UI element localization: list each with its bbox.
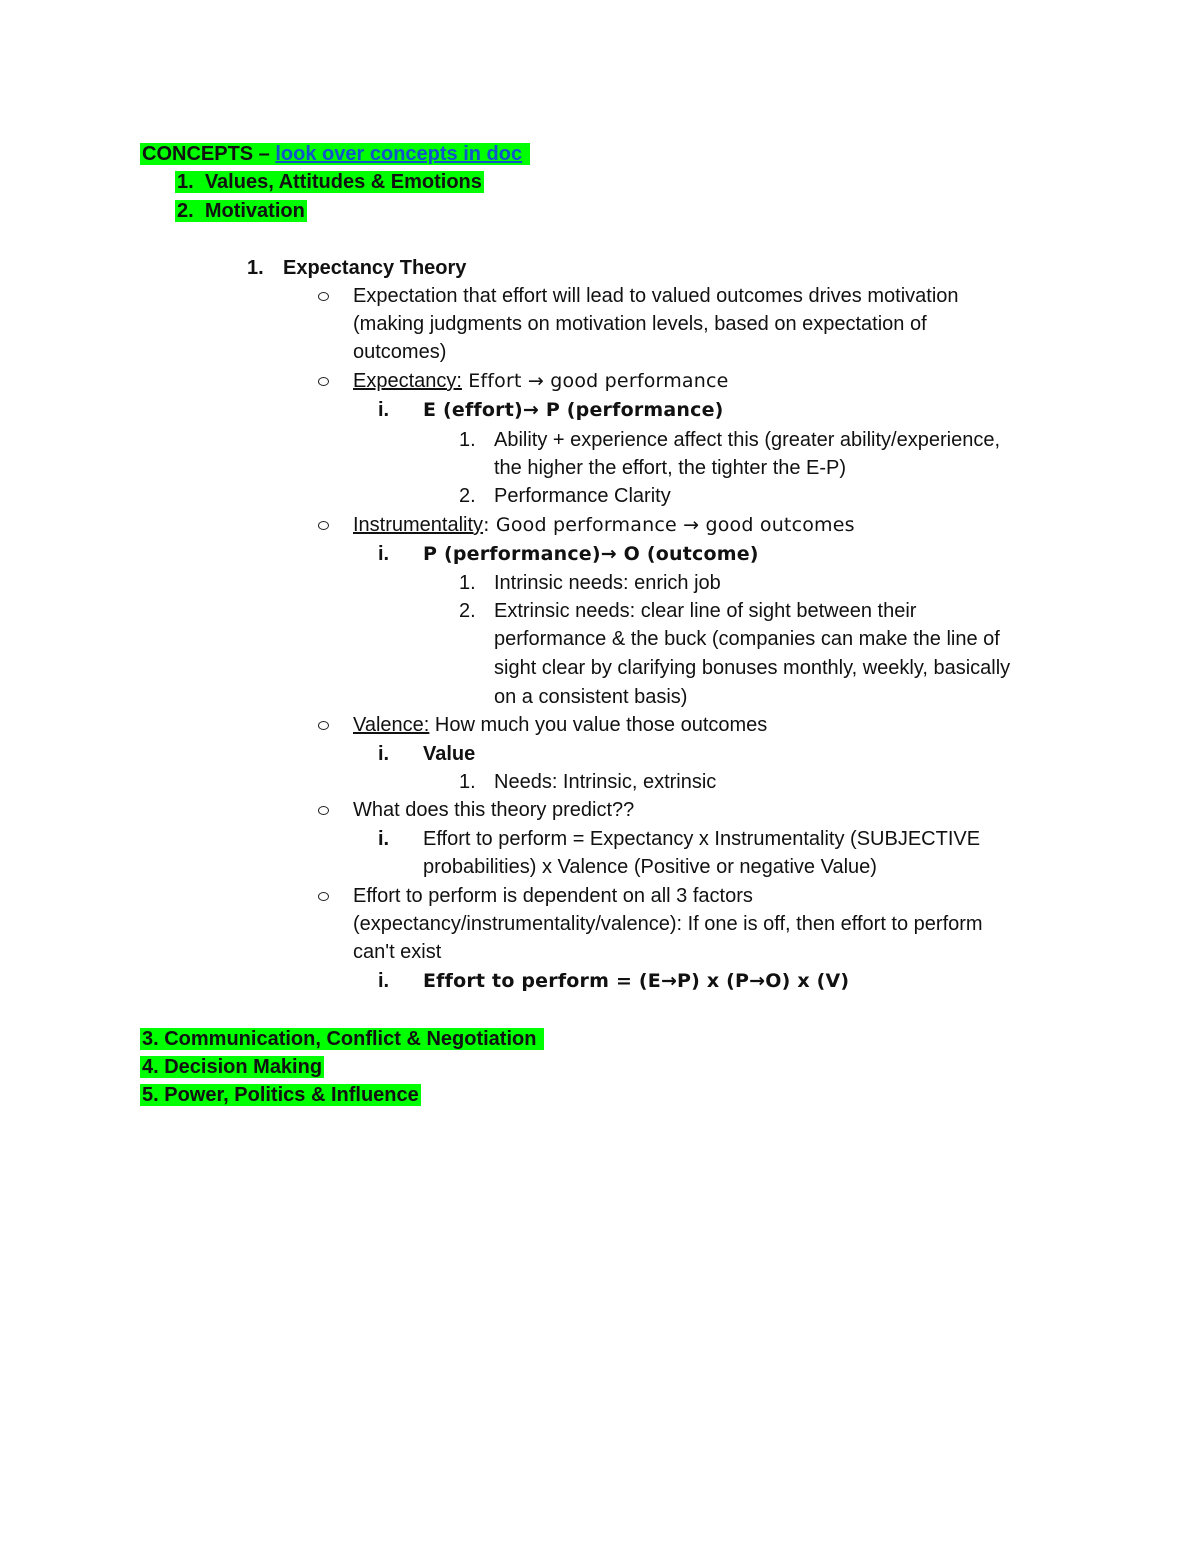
- intro-line-3: outcomes): [353, 341, 447, 363]
- intrinsic-needs: Intrinsic needs: enrich job: [494, 572, 721, 594]
- performance-clarity: Performance Clarity: [494, 485, 671, 507]
- ability-line-2: the higher the effort, the tighter the E-P): [494, 457, 847, 479]
- topic-number: 2.: [177, 200, 194, 222]
- expectancy-theory-title: Expectancy Theory: [283, 257, 467, 279]
- point-number: 1.: [459, 572, 476, 594]
- roman-marker: i.: [378, 970, 390, 992]
- instrumentality-line: [353, 511, 855, 539]
- predict-line-1: Effort to perform = Expectancy x Instrumentality (SUBJECTIVE: [423, 828, 981, 850]
- point-number: 1.: [459, 771, 476, 793]
- instrumentality-text: : Good performance → good outcomes: [483, 514, 855, 536]
- topic-label: 3. Communication, Conflict & Negotiation: [142, 1028, 537, 1050]
- dependent-line-2: (expectancy/instrumentality/valence): If one is off, then effort to perform: [353, 913, 983, 935]
- topic-label: Values, Attitudes & Emotions: [204, 171, 482, 193]
- valence-term: Valence:: [353, 714, 430, 736]
- bullet-icon: [318, 377, 329, 386]
- dependent-line-3: can't exist: [353, 941, 442, 963]
- ability-line-1: Ability + experience affect this (greater ability/experience,: [494, 429, 1001, 451]
- topic-label: 5. Power, Politics & Influence: [142, 1084, 419, 1106]
- expectancy-theory-number: 1.: [247, 257, 264, 279]
- extrinsic-line-2: performance & the buck (companies can make the line of: [494, 628, 1000, 650]
- valence-line: [353, 711, 767, 739]
- concepts-heading: [140, 140, 530, 168]
- predict-line-2: probabilities) x Valence (Positive or negative Value): [423, 856, 877, 878]
- point-number: 2.: [459, 600, 476, 622]
- roman-marker: i.: [378, 743, 390, 765]
- predict-question: What does this theory predict??: [353, 799, 635, 821]
- topic-label: Motivation: [204, 200, 305, 222]
- effort-formula: Effort to perform = (E→P) x (P→O) x (V): [423, 970, 850, 992]
- roman-marker: i.: [378, 828, 390, 850]
- topic-number: 1.: [177, 171, 194, 193]
- expectancy-term: Expectancy:: [353, 370, 462, 392]
- performance-outcome-formula: P (performance)→ O (outcome): [423, 543, 759, 565]
- concepts-doc-link[interactable]: look over concepts in doc: [275, 143, 523, 165]
- point-number: 1.: [459, 429, 476, 451]
- effort-performance-formula: E (effort)→ P (performance): [423, 399, 724, 421]
- intro-line-2: (making judgments on motivation levels, based on expectation of: [353, 313, 927, 335]
- bullet-icon: [318, 721, 329, 730]
- point-number: 2.: [459, 485, 476, 507]
- intro-line-1: Expectation that effort will lead to valued outcomes drives motivation: [353, 285, 959, 307]
- bullet-icon: [318, 806, 329, 815]
- expectancy-line: [353, 367, 729, 395]
- bullet-icon: [318, 521, 329, 530]
- topic-item-values: [175, 168, 484, 196]
- bullet-icon: [318, 892, 329, 901]
- value-label: Value: [423, 743, 476, 765]
- topic-item-communication: [140, 1025, 544, 1053]
- concepts-label: CONCEPTS –: [142, 143, 270, 165]
- topic-item-motivation: [175, 197, 307, 225]
- bullet-icon: [318, 292, 329, 301]
- extrinsic-line-3: sight clear by clarifying bonuses monthly, weekly, basically: [494, 657, 1011, 679]
- topic-label: 4. Decision Making: [142, 1056, 323, 1078]
- roman-marker: i.: [378, 543, 390, 565]
- expectancy-text: Effort → good performance: [461, 370, 729, 392]
- roman-marker: i.: [378, 399, 390, 421]
- instrumentality-term: Instrumentality: [353, 514, 484, 536]
- topic-item-power: [140, 1081, 421, 1109]
- dependent-line-1: Effort to perform is dependent on all 3 factors: [353, 885, 753, 907]
- needs-line: Needs: Intrinsic, extrinsic: [494, 771, 717, 793]
- extrinsic-line-4: on a consistent basis): [494, 686, 688, 708]
- valence-text: How much you value those outcomes: [429, 714, 768, 736]
- extrinsic-line-1: Extrinsic needs: clear line of sight between their: [494, 600, 917, 622]
- topic-item-decision-making: [140, 1053, 324, 1081]
